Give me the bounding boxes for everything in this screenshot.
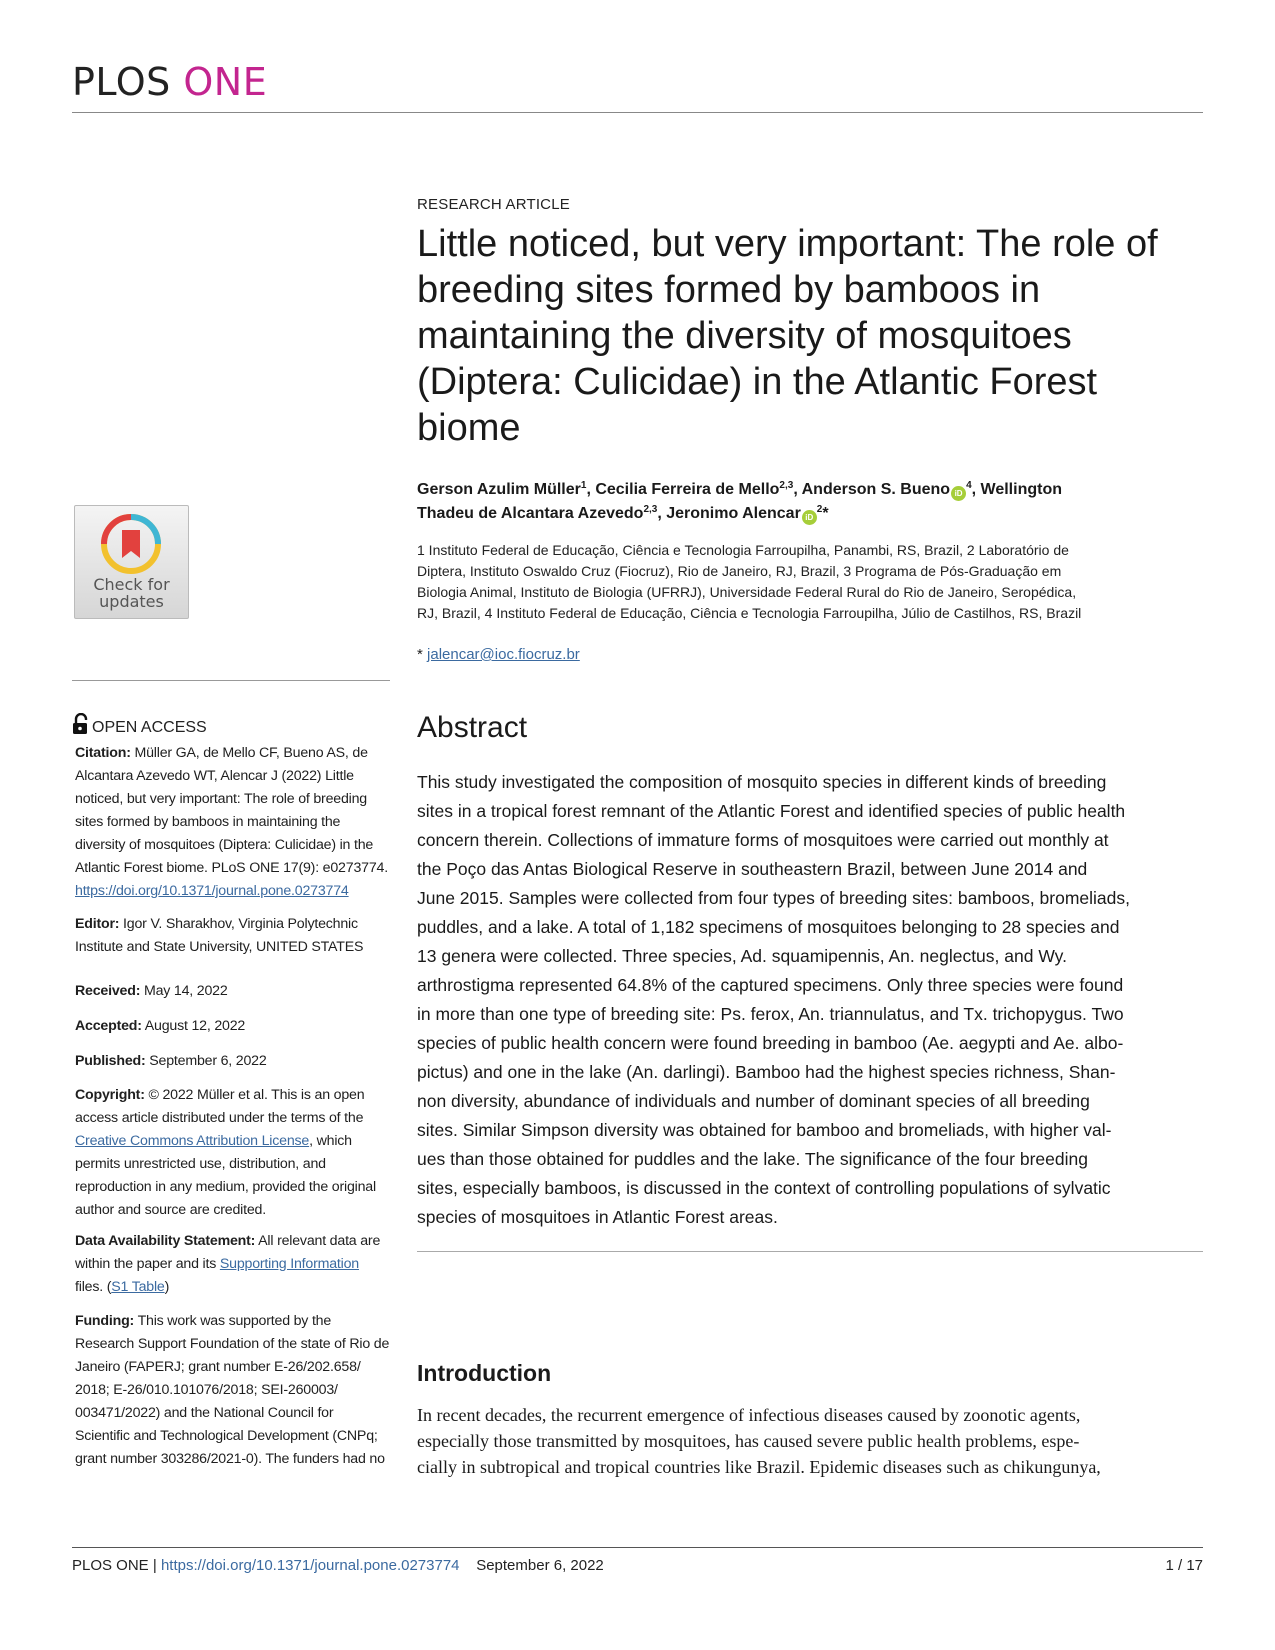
received-date: Received: May 14, 2022 [75, 983, 228, 999]
title-line: biome [417, 407, 521, 449]
orcid-icon[interactable]: iD [802, 510, 817, 525]
abstract-line: This study investigated the composition of mosquito species in different kinds of breeding [417, 772, 1107, 792]
footer-divider [72, 1547, 1203, 1548]
supporting-information-link[interactable]: Supporting Information [219, 1256, 359, 1272]
author-name[interactable]: , Anderson S. Bueno [793, 481, 951, 498]
title-line: breeding sites formed by bamboos in [417, 269, 1041, 311]
abstract-divider [417, 1251, 1203, 1252]
intro-line: In recent decades, the recurrent emergence of infectious diseases caused by zoonotic agents, [417, 1405, 1081, 1425]
journal-logo: PLOS ONE [72, 60, 268, 104]
abstract-line: species of public health concern were found breeding in bamboo (Ae. aegypti and Ae. albo- [417, 1033, 1124, 1053]
abstract-line: species of mosquitoes in Atlantic Forest areas. [417, 1207, 778, 1227]
author-name[interactable]: , Jeronimo Alencar [657, 505, 801, 522]
abstract-body [417, 768, 1207, 1232]
abstract-heading: Abstract [417, 711, 528, 744]
article-type: RESEARCH ARTICLE [417, 196, 570, 213]
author-name[interactable]: Gerson Azulim Müller [417, 481, 581, 498]
corresponding-email: * jalencar@ioc.fiocruz.br [417, 646, 580, 663]
open-lock-icon [72, 713, 88, 735]
footer-doi-link[interactable]: https://doi.org/10.1371/journal.pone.0273774 [160, 1557, 460, 1574]
article-title [417, 221, 1197, 451]
abstract-line: June 2015. Samples were collected from four types of breeding sites: bamboos, bromeliads, [417, 888, 1131, 908]
abstract-line: pictus) and one in the lake (An. darlingi). Bamboo had the highest species richness, Shan- [417, 1062, 1116, 1082]
intro-line: especially those transmitted by mosquitoes, has caused severe public health problems, espe- [417, 1431, 1080, 1451]
affiliation-line: 1 Instituto Federal de Educação, Ciência e Tecnologia Farroupilha, Panambi, RS, Brazil, 2 Laboratório de [417, 542, 1069, 558]
title-line: maintaining the diversity of mosquitoes [417, 315, 1072, 357]
affiliations [417, 540, 1207, 624]
data-availability-block: Data Availability Statement: All relevant data are within the paper and its Supporting Information files. (S1 Table) [75, 1233, 381, 1295]
page-number: 1 / 17 [1165, 1557, 1203, 1574]
affiliation-line: Diptera, Instituto Oswaldo Cruz (Fiocruz), Rio de Janeiro, RJ, Brazil, 3 Programa de Pós-Graduação em [417, 563, 1062, 579]
author-list [417, 478, 1207, 526]
author-line: Gerson Azulim Müller$^1$, Cecilia Ferreira de Mello$^{2,3}$, Anderson S. Bueno $iD^4$, Wellington [417, 478, 1207, 502]
affiliation-line: RJ, Brazil, 4 Instituto Federal de Educação, Ciência e Tecnologia Farroupilha, Júlio de Castilhos, RS, Brazil [417, 605, 1082, 621]
check-for-updates-badge[interactable] [74, 505, 189, 619]
orcid-icon[interactable]: iD [951, 486, 966, 501]
author-name[interactable]: , Wellington [971, 481, 1062, 498]
accepted-date: Accepted: August 12, 2022 [75, 1018, 246, 1034]
license-link[interactable]: Creative Commons Attribution License [75, 1133, 310, 1149]
title-line: Little noticed, but very important: The role of [417, 223, 1158, 265]
page-footer: PLOS ONE | https://doi.org/10.1371/journal.pone.0273774 September 6, 2022 [72, 1557, 604, 1574]
abstract-line: sites, especially bamboos, is discussed in the context of controlling populations of sylvatic [417, 1178, 1111, 1198]
sidebar-divider [72, 680, 390, 681]
crossmark-icon [101, 514, 161, 574]
footer-date: September 6, 2022 [476, 1557, 604, 1574]
abstract-line: arthrostigma represented 64.8% of the captured specimens. Only three species were found [417, 975, 1124, 995]
email-link[interactable]: jalencar@ioc.fiocruz.br [427, 646, 580, 663]
abstract-line: sites in a tropical forest remnant of the Atlantic Forest and identified species of public health [417, 801, 1126, 821]
copyright-block: Copyright: © 2022 Müller et al. This is an open access article distributed under the terms of the Creative Commons Attribution License, which permits unrestricted use, distribution, and reproduction in any medium, provided the original author and source are credited. [75, 1087, 376, 1218]
editor-block: Editor: Igor V. Sharakhov, Virginia Polytechnic Institute and State University, UNITED STATES [75, 916, 364, 955]
abstract-line: sites. Similar Simpson diversity was obtained for bamboo and bromeliads, with higher val- [417, 1120, 1112, 1140]
abstract-line: in more than one type of breeding site: Ps. ferox, An. triannulatus, and Tx. trichopygus. Two [417, 1004, 1124, 1024]
title-line: (Diptera: Culicidae) in the Atlantic Forest [417, 361, 1098, 403]
corresponding-author-star: * [822, 505, 829, 522]
author-name[interactable]: , Cecilia Ferreira de Mello [586, 481, 780, 498]
intro-line: cially in subtropical and tropical countries like Brazil. Epidemic diseases such as chikungunya, [417, 1457, 1101, 1477]
badge-label: Check for updates [93, 575, 170, 611]
abstract-line: non diversity, abundance of individuals and number of dominant species of all breeding [417, 1091, 1090, 1111]
affiliation-line: Biologia Animal, Instituto de Biologia (UFRRJ), Universidade Federal Rural do Rio de Janeiro, Seropédica, [417, 584, 1077, 600]
abstract-line: concern therein. Collections of immature forms of mosquitoes were carried out monthly at [417, 830, 1109, 850]
open-access-label: OPEN ACCESS [72, 713, 207, 737]
citation-doi-link[interactable]: https://doi.org/10.1371/journal.pone.0273774 [75, 883, 349, 899]
abstract-line: ues than those obtained for puddles and the lake. The significance of the four breeding [417, 1149, 1088, 1169]
s1-table-link[interactable]: S1 Table [111, 1279, 165, 1295]
abstract-line: 13 genera were collected. Three species, Ad. squamipennis, An. neglectus, and Wy. [417, 946, 1067, 966]
abstract-line: the Poço das Antas Biological Reserve in southeastern Brazil, between June 2014 and [417, 859, 1088, 879]
citation-block: Citation: Müller GA, de Mello CF, Bueno AS, de Alcantara Azevedo WT, Alencar J (2022) Little noticed, but very important: The role of breeding sites formed by bamboos in maintaining the diversity of mosquitoes (Diptera: Culicidae) in the Atlantic Forest biome. PLoS ONE 17(9): e0273774. https://doi.org/10.1371/journal.pone.0273774 [75, 745, 388, 899]
published-date: Published: September 6, 2022 [75, 1053, 267, 1069]
author-name[interactable]: Thadeu de Alcantara Azevedo [417, 505, 644, 522]
author-line: Thadeu de Alcantara Azevedo$^{2,3}$, Jeronimo Alencar $iD^2*$ [417, 502, 1207, 526]
introduction-body [417, 1402, 1207, 1480]
funding-block: Funding: This work was supported by the Research Support Foundation of the state of Rio de Janeiro (FAPERJ; grant number E-26/202.658/ 2018; E-26/010.101076/2018; SEI-260003/ 003471/2022) and the National Council for Scientific and Technological Development (CNPq; grant number 303286/2021-0). The funders had no [75, 1313, 390, 1467]
abstract-line: puddles, and a lake. A total of 1,182 specimens of mosquitoes belonging to 28 species and [417, 917, 1120, 937]
header-divider [72, 112, 1203, 113]
introduction-heading: Introduction [417, 1360, 552, 1386]
